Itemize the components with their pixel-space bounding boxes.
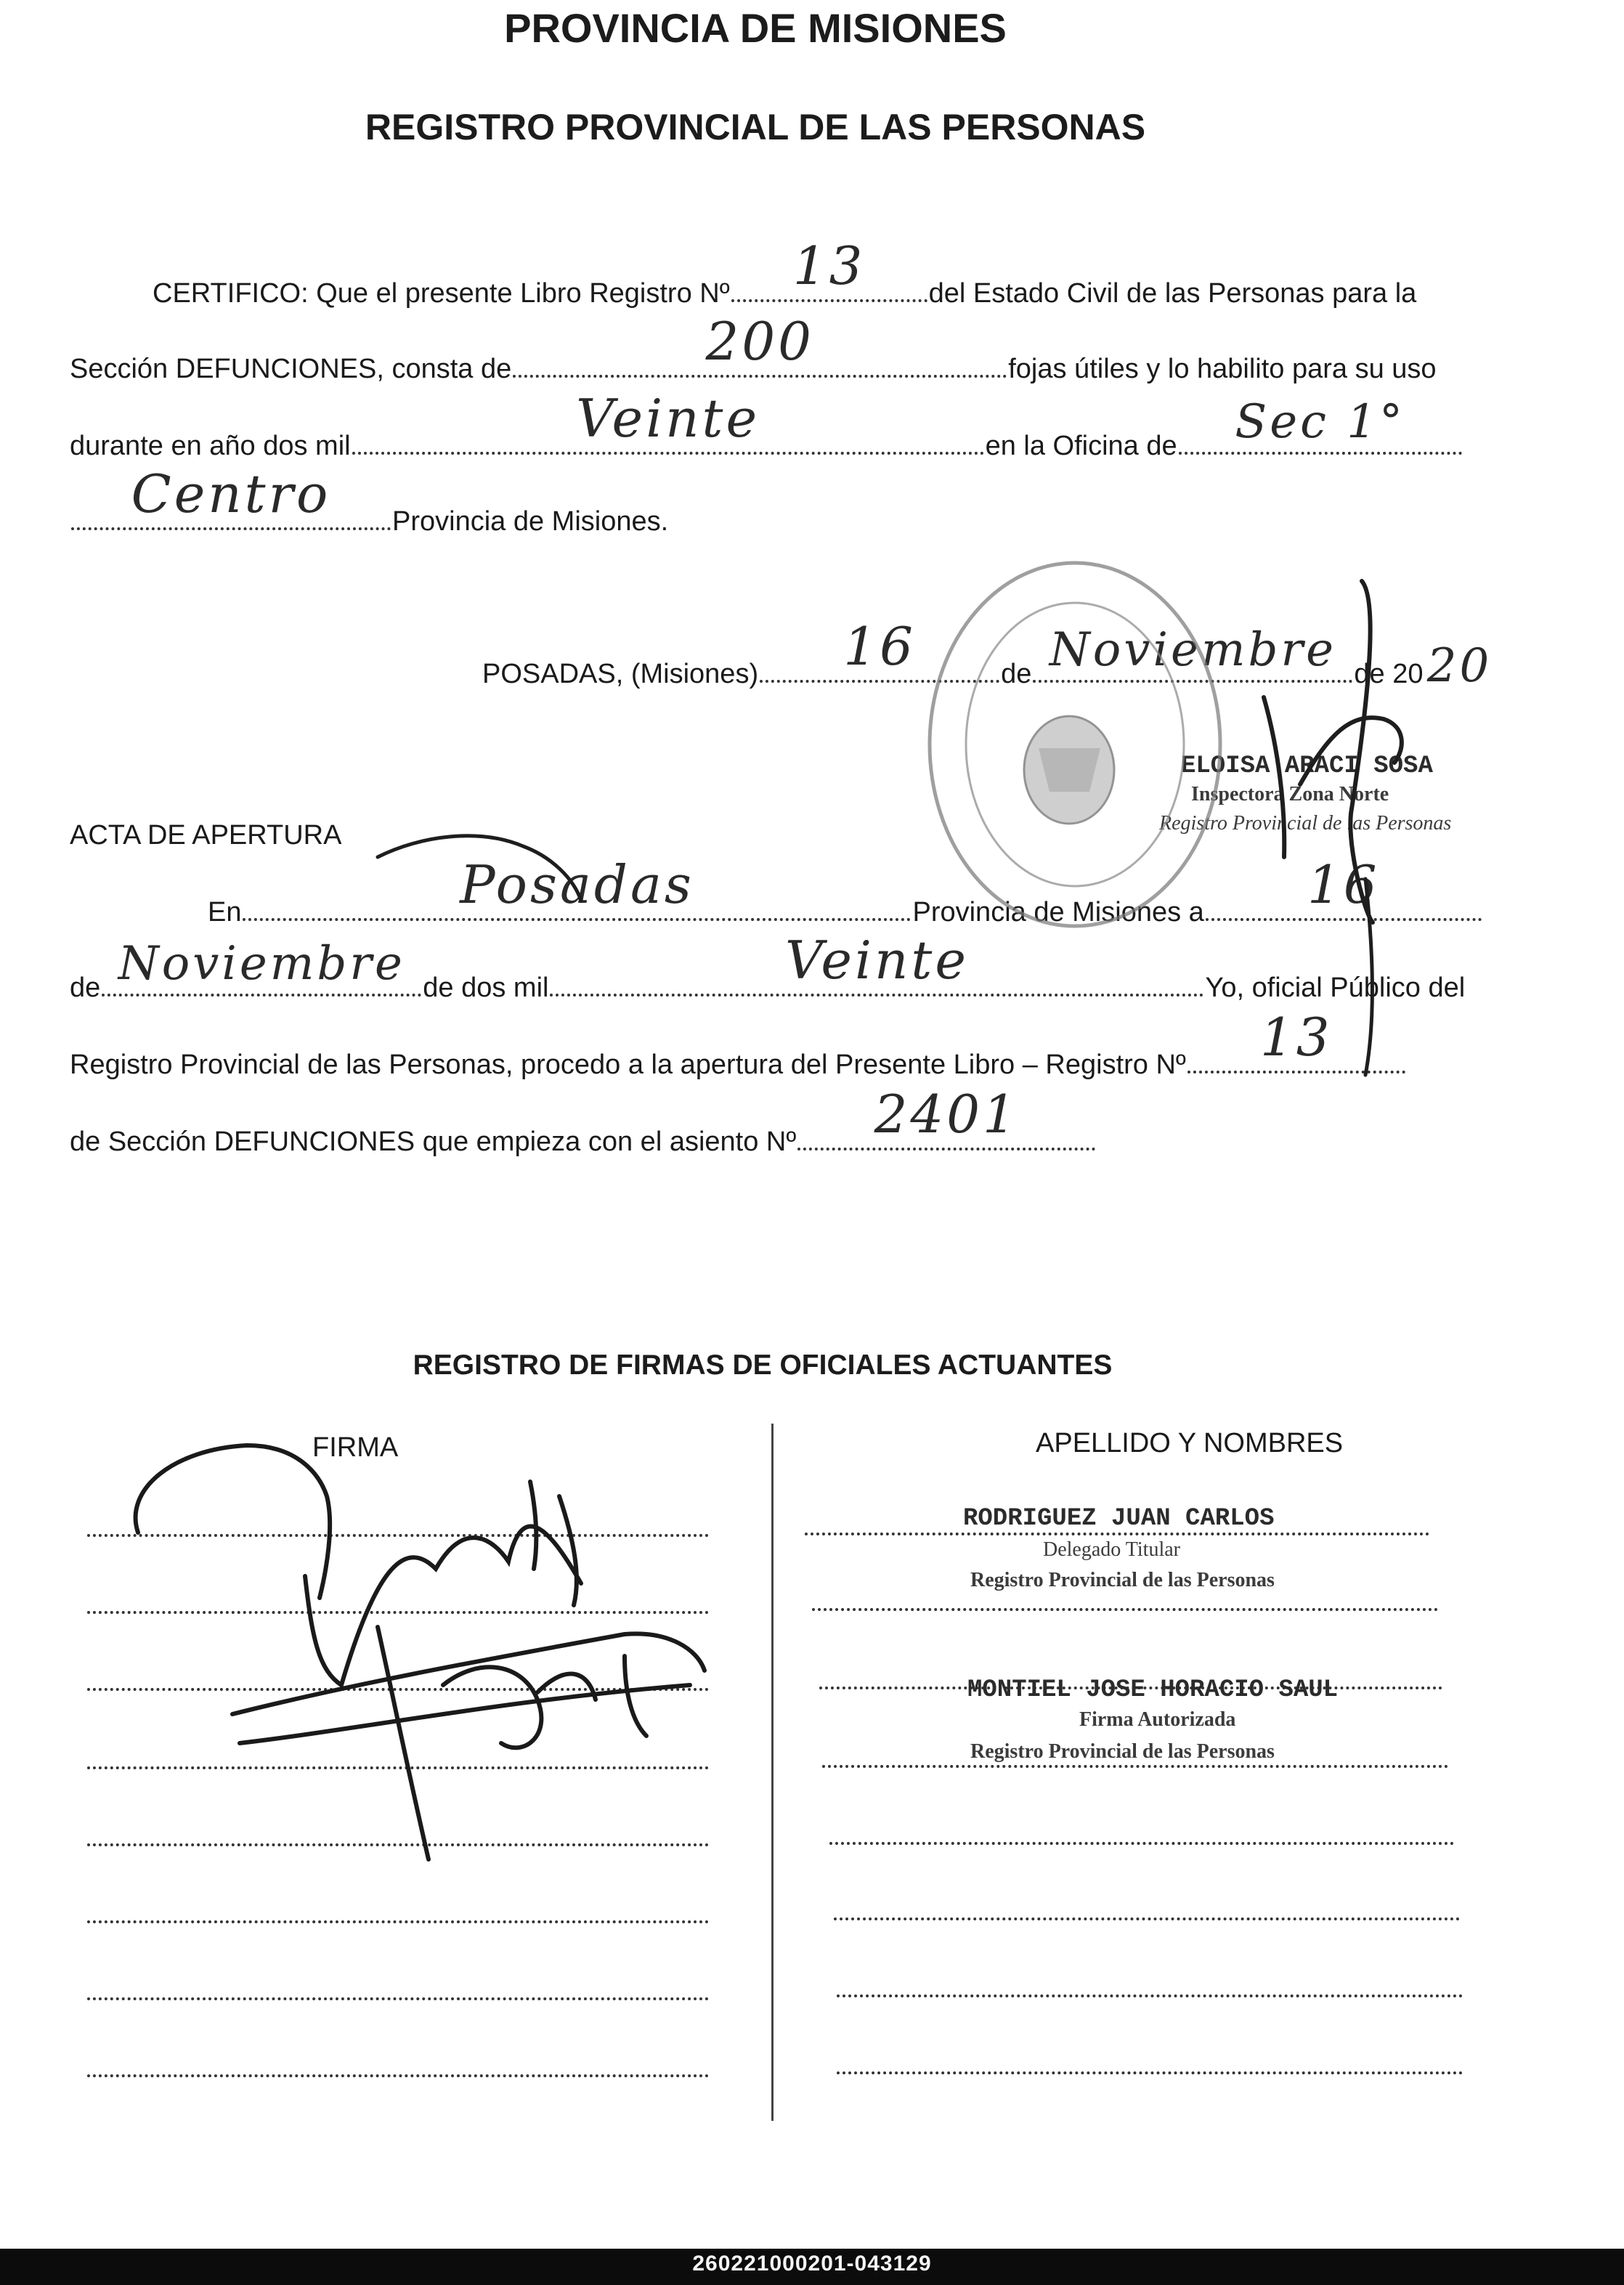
acta-text: Yo, oficial Público del xyxy=(1205,973,1466,1003)
libro-num-handwritten: 13 xyxy=(792,235,866,296)
official-2-org: Registro Provincial de las Personas xyxy=(970,1740,1275,1763)
firmas-title: REGISTRO DE FIRMAS DE OFICIALES ACTUANTES xyxy=(413,1350,1113,1381)
fojas-handwritten: 200 xyxy=(705,311,814,372)
inspector-stamp-name: ELOISA ARACI SOSA xyxy=(1181,752,1433,780)
acta-text: de dos mil xyxy=(423,973,549,1003)
document-code: 260221000201-043129 xyxy=(692,2252,932,2276)
province-title: PROVINCIA DE MISIONES xyxy=(504,5,1007,51)
col-firma-header: FIRMA xyxy=(312,1432,399,1463)
certificado-text: Sección DEFUNCIONES, consta de xyxy=(70,354,512,384)
fecha-text: de 20 xyxy=(1354,659,1424,689)
official-1-role: Delegado Titular xyxy=(1043,1538,1180,1561)
inspector-stamp-org: Registro Provincial de las Personas xyxy=(1159,812,1452,835)
acta-mes-handwritten: Noviembre xyxy=(118,937,405,991)
col-nombres-header: APELLIDO Y NOMBRES xyxy=(1036,1428,1344,1458)
inspector-stamp-role: Inspectora Zona Norte xyxy=(1191,783,1389,805)
acta-lugar-handwritten: Posadas xyxy=(460,854,694,915)
certificado-text: durante en año dos mil xyxy=(70,431,351,461)
official-signatures xyxy=(136,1445,705,1859)
official-2-name: MONTIEL JOSE HORACIO SAUL xyxy=(967,1676,1339,1704)
acta-signature xyxy=(378,836,1372,1075)
oficina-cont-handwritten: Centro xyxy=(131,463,331,524)
acta-libro-handwritten: 13 xyxy=(1259,1007,1333,1068)
certificado-text: CERTIFICO: Que el presente Libro Registro Nº xyxy=(153,278,730,309)
certificado-text: Provincia de Misiones. xyxy=(392,506,669,537)
asiento-handwritten: 2401 xyxy=(874,1084,1019,1145)
acta-text: En xyxy=(208,897,242,928)
oficina-handwritten: Sec 1° xyxy=(1235,395,1405,449)
acta-text: de xyxy=(70,973,101,1003)
acta-text: de Sección DEFUNCIONES que empieza con el asiento Nº xyxy=(70,1127,797,1157)
acta-heading-text: ACTA DE APERTURA xyxy=(70,820,342,851)
acta-anio-handwritten: Veinte xyxy=(785,930,969,991)
anio-handwritten: Veinte xyxy=(576,388,760,449)
certificado-text: en la Oficina de xyxy=(985,431,1177,461)
fecha-text: POSADAS, (Misiones) xyxy=(482,659,759,689)
fecha-mes-handwritten: Noviembre xyxy=(1049,623,1336,677)
certificado-text: del Estado Civil de las Personas para la xyxy=(928,278,1417,309)
acta-text: Registro Provincial de las Personas, procedo a la apertura del Presente Libro – Registro Nº xyxy=(70,1050,1186,1080)
certificado-text: fojas útiles y lo habilito para su uso xyxy=(1008,354,1437,384)
acta-dia-handwritten: 16 xyxy=(1307,854,1380,915)
fecha-text: de xyxy=(1001,659,1032,689)
registry-title: REGISTRO PROVINCIAL DE LAS PERSONAS xyxy=(365,107,1146,147)
official-1-name: RODRIGUEZ JUAN CARLOS xyxy=(963,1505,1275,1533)
official-2-role: Firma Autorizada xyxy=(1079,1708,1236,1731)
fecha-dia-handwritten: 16 xyxy=(843,616,916,677)
acta-text: Provincia de Misiones a xyxy=(912,897,1204,928)
official-1-org: Registro Provincial de las Personas xyxy=(970,1569,1275,1591)
inspector-seal xyxy=(930,563,1220,926)
inspector-signature xyxy=(1264,581,1402,922)
fecha-anio-handwritten: 20 xyxy=(1426,639,1493,693)
